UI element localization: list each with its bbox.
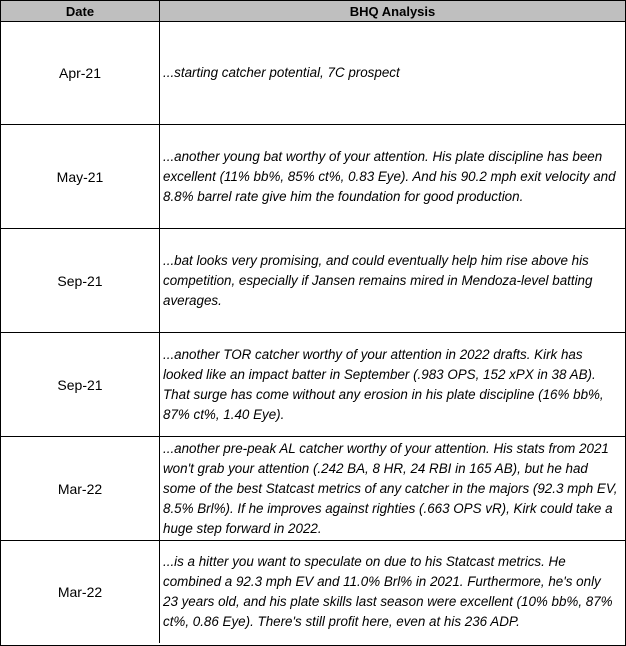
bhq-analysis-table	[1, 1, 625, 643]
table-row	[1, 229, 625, 333]
row-analysis: ...another pre-peak AL catcher worthy of your attention. His stats from 2021 won't grab your attention (.242 BA, 8 HR, 24 RBI in 165 AB), but he had some of the best Statcast metrics of any catcher in the majors (92.3 mph EV, 8.5% Brl%). If he improves against righties (.663 OPS vR), Kirk could take a huge step forward in 2022.	[160, 437, 626, 541]
row-analysis: ...another young bat worthy of your attention. His plate discipline has been excellent (11% bb%, 85% ct%, 0.83 Eye). And his 90.2 mph exit velocity and 8.8% barrel rate give him the foundation for good production.	[160, 125, 626, 229]
table-row	[1, 333, 625, 437]
row-date: May-21	[1, 125, 160, 229]
row-analysis: ...starting catcher potential, 7C prospect	[160, 22, 626, 125]
table-row	[1, 541, 625, 644]
date-column-header: Date	[1, 1, 160, 22]
row-date: Sep-21	[1, 333, 160, 437]
row-date: Mar-22	[1, 541, 160, 644]
table-row	[1, 437, 625, 541]
row-date: Apr-21	[1, 22, 160, 125]
header-row	[1, 1, 625, 22]
table-row	[1, 125, 625, 229]
row-analysis: ...is a hitter you want to speculate on due to his Statcast metrics. He combined a 92.3 mph EV and 11.0% Brl% in 2021. Furthermore, he's only 23 years old, and his plate skills last season were excellent (10% bb%, 87% ct%, 0.86 Eye). There's still profit here, even at his 236 ADP.	[160, 541, 626, 644]
row-analysis: ...bat looks very promising, and could eventually help him rise above his competition, especially if Jansen remains mired in Mendoza-level batting averages.	[160, 229, 626, 333]
analysis-column-header: BHQ Analysis	[160, 1, 626, 22]
row-date: Mar-22	[1, 437, 160, 541]
row-analysis: ...another TOR catcher worthy of your attention in 2022 drafts. Kirk has looked like an impact batter in September (.983 OPS, 152 xPX in 38 AB). That surge has come without any erosion in his plate discipline (16% bb%, 87% ct%, 1.40 Eye).	[160, 333, 626, 437]
table-row	[1, 22, 625, 125]
row-date: Sep-21	[1, 229, 160, 333]
